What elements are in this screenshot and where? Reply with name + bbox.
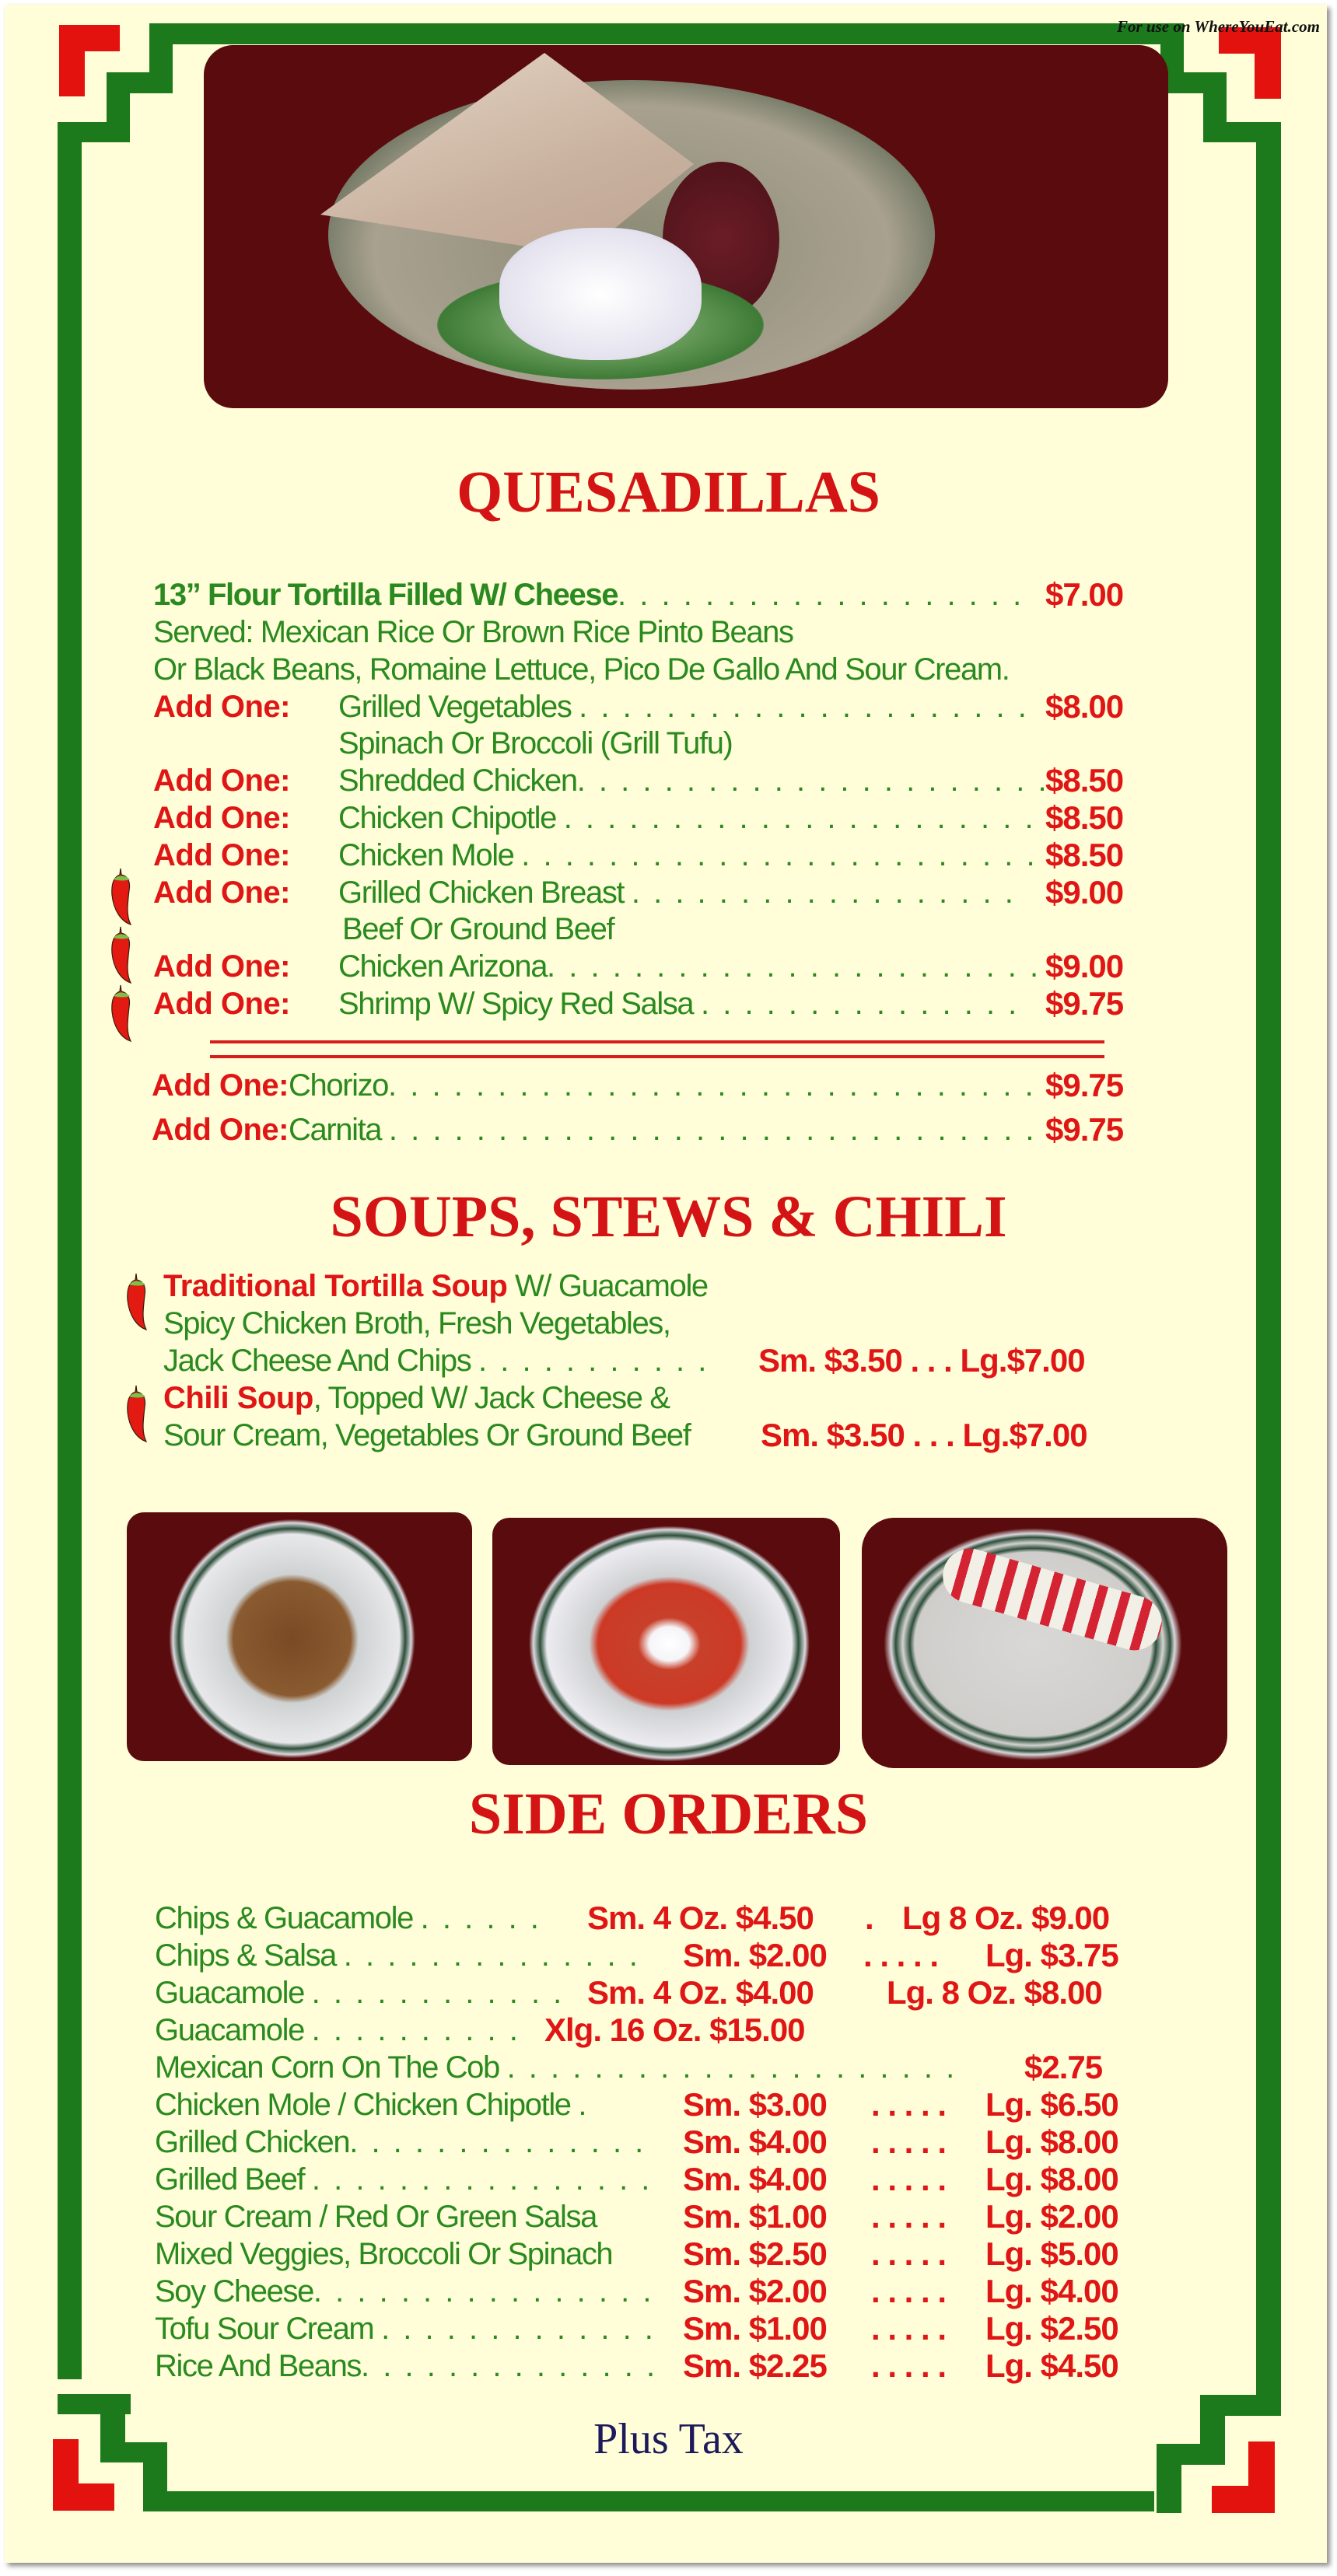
side-sm-price: Sm. $2.00 — [683, 2273, 827, 2309]
side-lg-price: Lg. $8.00 — [985, 2123, 1118, 2160]
side-sep: . . . . . — [871, 2273, 947, 2309]
border-top — [149, 23, 1160, 44]
side-lg-price: Lg. $2.50 — [985, 2310, 1118, 2347]
side-item: Soy Cheese. . . . . . . . . . . . . . . . — [155, 2274, 654, 2309]
add-on-price: $9.00 — [1045, 874, 1124, 911]
side-item: Grilled Beef . . . . . . . . . . . . . . . . — [155, 2162, 653, 2197]
sour-cream — [499, 228, 702, 360]
side-sm-price: Sm. $2.00 — [683, 1937, 827, 1973]
add-on-price: $8.50 — [1045, 837, 1124, 873]
side-sep: . . . . . — [871, 2123, 947, 2160]
side-lg-price: Lg. $3.75 — [985, 1937, 1118, 1973]
corner-accent-top-left-v — [59, 25, 85, 96]
soup-item-desc: Spicy Chicken Broth, Fresh Vegetables, — [163, 1306, 670, 1340]
corner-accent-bottom-left-h — [53, 2483, 114, 2511]
soup-item-title: Chili Soup, Topped W/ Jack Cheese & — [163, 1381, 670, 1415]
main-item-name: 13” Flour Tortilla Filled W/ Cheese. . . . . . . . . . . . . . . . . . . — [153, 578, 1024, 612]
soup-item-price: Sm. $3.50 . . . Lg.$7.00 — [758, 1342, 1085, 1379]
side-lg-price: Lg. $8.00 — [985, 2161, 1118, 2197]
side-sm-price: Sm. $1.00 — [683, 2310, 827, 2347]
side-sm-price: Xlg. 16 Oz. $15.00 — [544, 2012, 805, 2048]
side-sm-price: Sm. 4 Oz. $4.00 — [587, 1974, 814, 2011]
side-sm-price: Sm. 4 Oz. $4.50 — [587, 1900, 814, 1936]
side-lg-price: Lg. $4.50 — [985, 2347, 1118, 2384]
main-item-price: $7.00 — [1045, 576, 1124, 613]
side-lg-price: Lg. $6.50 — [985, 2086, 1118, 2123]
side-lg-price: Lg 8 Oz. $9.00 — [902, 1900, 1110, 1936]
side-lg-price: $2.75 — [1024, 2049, 1103, 2085]
side-sm-price: Sm. $1.00 — [683, 2198, 827, 2235]
section-title-quesadillas: QUESADILLAS — [457, 460, 880, 525]
side-item: Guacamole . . . . . . . . . . . . — [155, 1976, 565, 2010]
add-on-price: $8.00 — [1045, 688, 1124, 725]
side-item: Sour Cream / Red Or Green Salsa — [155, 2200, 597, 2234]
side-sm-price: Sm. $2.25 — [683, 2347, 827, 2384]
add-on-item: Add One: Shrimp W/ Spicy Red Salsa . . . . . . . . . . . . . . . — [153, 987, 1020, 1021]
corner-accent-top-right-v — [1255, 27, 1281, 99]
soup-item-title: Traditional Tortilla Soup W/ Guacamole — [163, 1269, 708, 1303]
soup-item-price: Sm. $3.50 . . . Lg.$7.00 — [761, 1417, 1087, 1453]
side-item: Chips & Salsa . . . . . . . . . . . . . . — [155, 1938, 640, 1973]
side-sep: . . . . . — [871, 2198, 947, 2235]
chili-pepper-icon — [107, 984, 134, 1044]
add-on-price: $8.50 — [1045, 799, 1124, 836]
side-item: Guacamole . . . . . . . . . . — [155, 2013, 520, 2047]
chili-pepper-icon — [107, 925, 134, 986]
add-on-price: $9.75 — [1045, 985, 1124, 1022]
plus-tax-note: Plus Tax — [593, 2415, 744, 2463]
add-on-price: $9.00 — [1045, 948, 1124, 984]
add-on-item: Add One: Grilled Chicken Breast . . . . . . . . . . . . . . . . . . — [153, 876, 1016, 910]
section-title-soups: SOUPS, STEWS & CHILI — [330, 1184, 1007, 1250]
side-item: Grilled Chicken. . . . . . . . . . . . . . — [155, 2125, 646, 2159]
watermark: For use on WhereYouEat.com — [1117, 17, 1320, 36]
add-on-item: Add One: Shredded Chicken. . . . . . . . . . . . . . . . . . . . . . — [153, 764, 1049, 798]
side-sep: . . . . . — [871, 2161, 947, 2197]
side-item: Mexican Corn On The Cob . . . . . . . . . . . . . . . . . . . . . — [155, 2050, 957, 2085]
add-on-price: $8.50 — [1045, 762, 1124, 799]
quesadilla-plate-photo — [204, 45, 1168, 408]
soup-item-desc: Sour Cream, Vegetables Or Ground Beef — [163, 1418, 691, 1452]
add-on-item: Add One:Chorizo. . . . . . . . . . . . . . . . . . . . . . . . . . . . . . — [152, 1068, 1036, 1103]
side-lg-price: Lg. $4.00 — [985, 2273, 1118, 2309]
side-sep: . . . . . — [871, 2235, 947, 2272]
side-lg-price: Lg. 8 Oz. $8.00 — [887, 1974, 1102, 2011]
add-on-price: $9.75 — [1045, 1067, 1124, 1103]
side-item: Rice And Beans. . . . . . . . . . . . . . — [155, 2349, 658, 2383]
section-title-side-orders: SIDE ORDERS — [468, 1781, 869, 1847]
add-on-price: $9.75 — [1045, 1111, 1124, 1148]
served-line-2: Or Black Beans, Romaine Lettuce, Pico De Gallo And Sour Cream. — [153, 652, 1010, 687]
mexican-corn-photo — [862, 1518, 1227, 1768]
side-sm-price: Sm. $3.00 — [683, 2086, 827, 2123]
soup-bowl — [154, 1512, 430, 1761]
chili-pepper-icon — [107, 867, 134, 928]
side-sm-price: Sm. $4.00 — [683, 2123, 827, 2160]
chili-pepper-icon — [123, 1272, 149, 1333]
add-on-item: Add One:Carnita . . . . . . . . . . . . . . . . . . . . . . . . . . . . . . — [152, 1113, 1037, 1147]
side-sep: . — [865, 1900, 873, 1936]
add-on-item: Add One: Grilled Vegetables . . . . . . . . . . . . . . . . . . . . . — [153, 690, 1029, 724]
corner-accent-bottom-right-h — [1212, 2486, 1275, 2513]
side-sep: . . . . . — [863, 1937, 939, 1973]
side-lg-price: Lg. $2.00 — [985, 2198, 1118, 2235]
add-on-item: Add One: Chicken Chipotle . . . . . . . . . . . . . . . . . . . . . . . — [153, 801, 1058, 835]
border-bottom — [143, 2491, 1154, 2511]
side-sm-price: Sm. $4.00 — [683, 2161, 827, 2197]
side-item: Mixed Veggies, Broccoli Or Spinach — [155, 2237, 613, 2271]
side-sep: . . . . . — [871, 2347, 947, 2384]
side-sm-price: Sm. $2.50 — [683, 2235, 827, 2272]
served-line-1: Served: Mexican Rice Or Brown Rice Pinto Beans — [153, 615, 793, 649]
tortilla-soup-photo — [127, 1512, 472, 1761]
side-item: Chicken Mole / Chicken Chipotle . — [155, 2088, 586, 2122]
divider-line — [210, 1040, 1104, 1043]
add-on-sub: Beef Or Ground Beef — [342, 912, 614, 946]
add-on-item: Add One: Chicken Arizona. . . . . . . . . . . . . . . . . . . . . . . — [153, 949, 1041, 984]
add-on-sub: Spinach Or Broccoli (Grill Tufu) — [338, 726, 733, 760]
soup-bowl — [512, 1518, 827, 1765]
chili-soup-photo — [492, 1518, 840, 1765]
side-lg-price: Lg. $5.00 — [985, 2235, 1118, 2272]
chili-pepper-icon — [123, 1384, 149, 1445]
soup-item-desc: Jack Cheese And Chips . . . . . . . . . . . — [163, 1344, 709, 1378]
side-item: Tofu Sour Cream . . . . . . . . . . . . . — [155, 2312, 656, 2346]
divider-line — [210, 1055, 1104, 1058]
add-on-item: Add One: Chicken Mole . . . . . . . . . . . . . . . . . . . . . . . . . — [153, 838, 1059, 872]
side-sep: . . . . . — [871, 2310, 947, 2347]
side-item: Chips & Guacamole . . . . . . — [155, 1901, 541, 1935]
side-sep: . . . . . — [871, 2086, 947, 2123]
